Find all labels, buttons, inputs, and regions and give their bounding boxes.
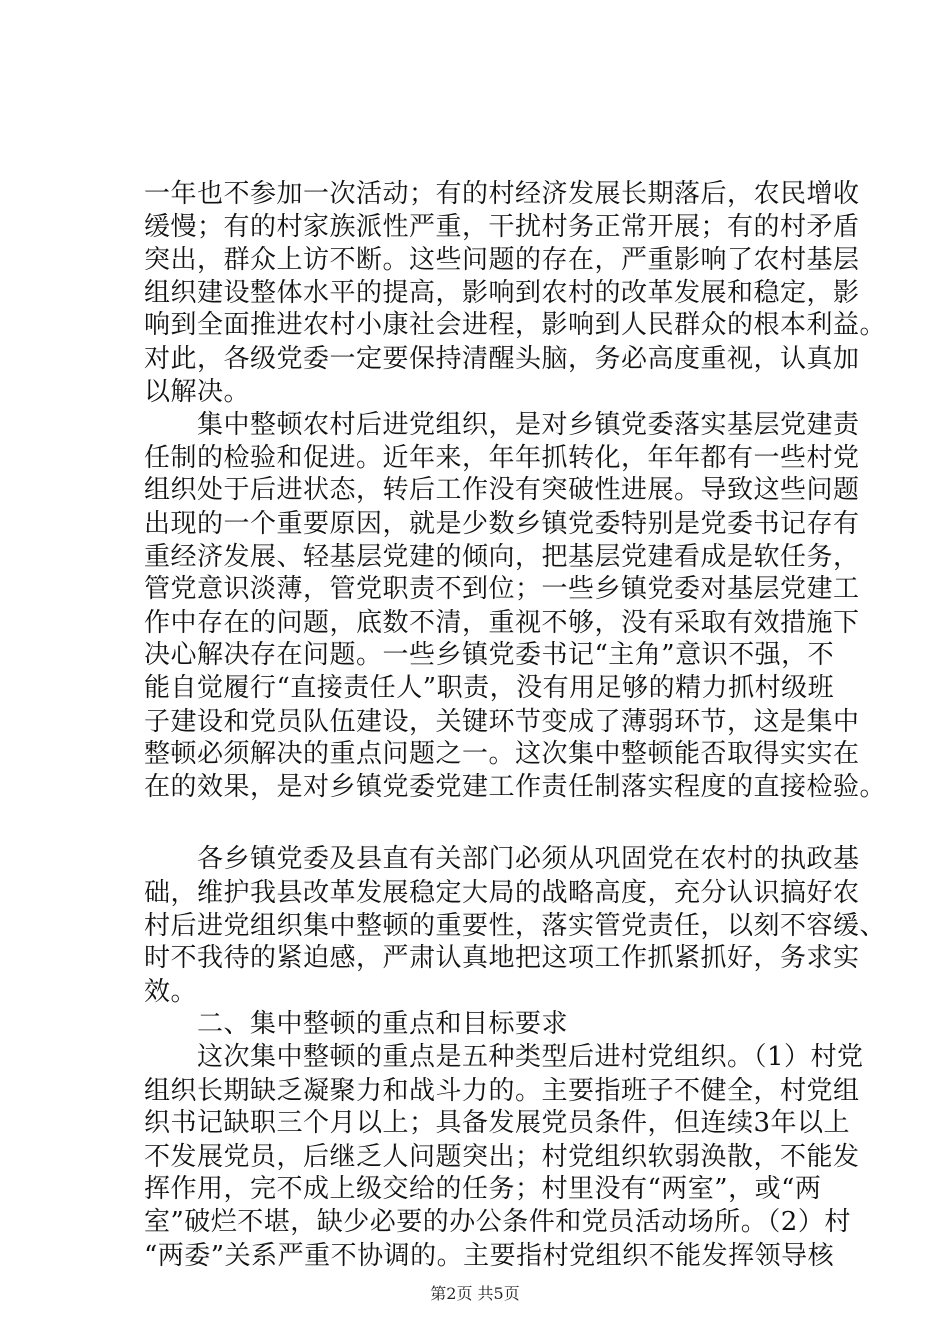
- text-line: 以解决。: [144, 377, 251, 407]
- page-number: 第2页 共5页: [430, 1284, 520, 1303]
- text-line: 对此，各级党委一定要保持清醒头脑，务必高度重视，认真加: [144, 344, 860, 374]
- text-line: 组织处于后进状态，转后工作没有突破性进展。导致这些问题: [144, 475, 860, 505]
- text-line: 不发展党员，后继乏人问题突出；村党组织软弱涣散，不能发: [144, 1142, 860, 1172]
- text-line: 作中存在的问题，底数不清，重视不够，没有采取有效措施下: [144, 608, 860, 638]
- text-line: 在的效果，是对乡镇党委党建工作责任制落实程度的直接检验。: [144, 772, 887, 802]
- text-line: 一年也不参加一次活动；有的村经济发展长期落后，农民增收: [144, 179, 860, 209]
- text-line: 织书记缺职三个月以上；具备发展党员条件，但连续3年以上: [144, 1108, 851, 1138]
- text-line: 组织长期缺乏凝聚力和战斗力的。主要指班子不健全，村党组: [144, 1076, 860, 1106]
- text-line: 重经济发展、轻基层党建的倾向，把基层党建看成是软任务，: [144, 542, 860, 572]
- text-line: 组织建设整体水平的提高，影响到农村的改革发展和稳定，影: [144, 278, 860, 308]
- text-line: 集中整顿农村后进党组织，是对乡镇党委落实基层党建责: [144, 410, 860, 440]
- section-heading: 二、集中整顿的重点和目标要求: [144, 1009, 569, 1039]
- text-line: 决心解决存在问题。一些乡镇党委书记“主角”意识不强，不: [144, 640, 835, 670]
- text-line: 能自觉履行“直接责任人”职责，没有用足够的精力抓村级班: [144, 673, 835, 703]
- text-line: 响到全面推进农村小康社会进程，影响到人民群众的根本利益。: [144, 310, 887, 340]
- text-line: 突出，群众上访不断。这些问题的存在，严重影响了农村基层: [144, 245, 860, 275]
- text-line: 挥作用，完不成上级交给的任务；村里没有“两室”，或“两: [144, 1174, 822, 1204]
- text-line: 管党意识淡薄，管党职责不到位；一些乡镇党委对基层党建工: [144, 574, 860, 604]
- text-line: 出现的一个重要原因，就是少数乡镇党委特别是党委书记存有: [144, 509, 860, 539]
- text-line: 效。: [144, 977, 198, 1007]
- text-line: 缓慢；有的村家族派性严重，干扰村务正常开展；有的村矛盾: [144, 212, 860, 242]
- text-line: 村后进党组织集中整顿的重要性，落实管党责任，以刻不容缓、: [144, 911, 887, 941]
- text-line: 室”破烂不堪，缺少必要的办公条件和党员活动场所。（2）村: [144, 1207, 851, 1237]
- text-line: “两委”关系严重不协调的。主要指村党组织不能发挥领导核: [144, 1241, 835, 1271]
- text-line: 子建设和党员队伍建设，关键环节变成了薄弱环节，这是集中: [144, 707, 860, 737]
- text-line: 整顿必须解决的重点问题之一。这次集中整顿能否取得实实在: [144, 739, 860, 769]
- text-line: 任制的检验和促进。近年来，年年抓转化，年年都有一些村党: [144, 443, 860, 473]
- text-line: 各乡镇党委及县直有关部门必须从巩固党在农村的执政基: [144, 844, 860, 874]
- text-line: 这次集中整顿的重点是五种类型后进村党组织。（1）村党: [144, 1042, 864, 1072]
- text-line: 础，维护我县改革发展稳定大局的战略高度，充分认识搞好农: [144, 878, 860, 908]
- text-line: 时不我待的紧迫感，严肃认真地把这项工作抓紧抓好，务求实: [144, 943, 860, 973]
